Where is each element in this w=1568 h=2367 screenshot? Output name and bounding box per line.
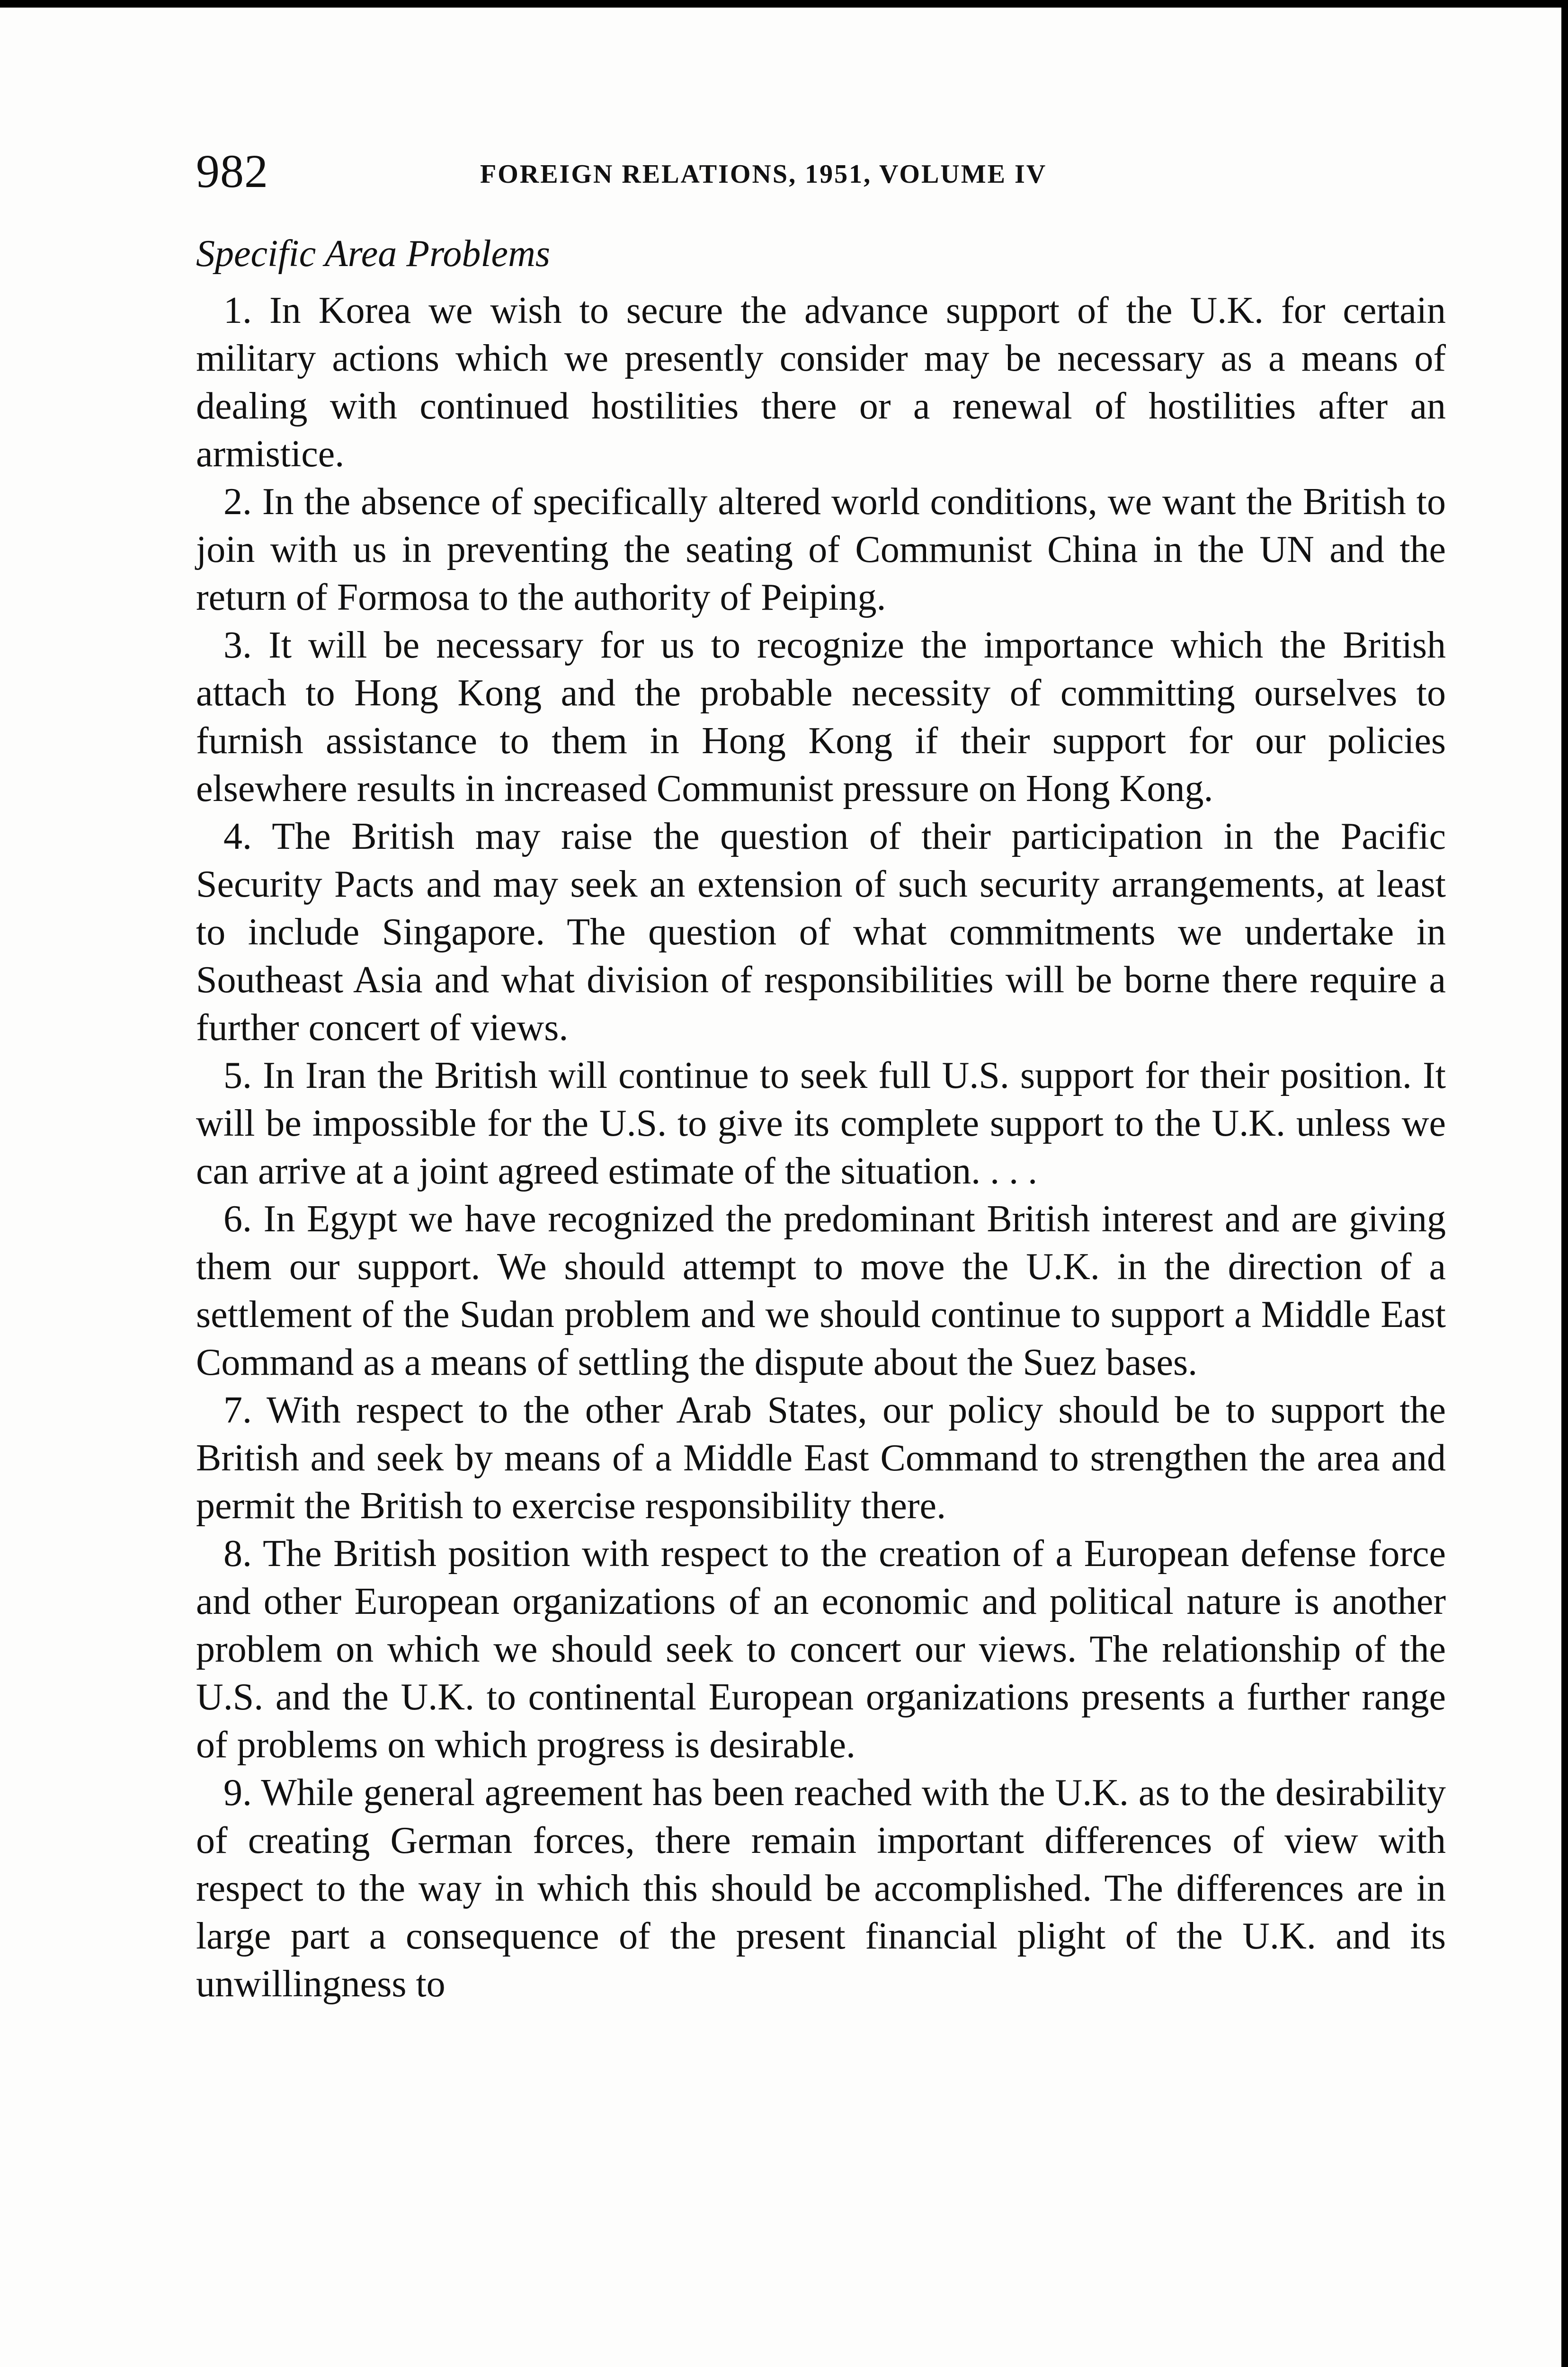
section-heading: Specific Area Problems <box>196 233 550 275</box>
paragraph-pacific-security: 4. The British may raise the question of their participation in the Pacific Security Pacts and may seek an extension of such security arrangements, at least to include Singapore. The question of what commitments we undertake in Southeast Asia and what division of responsibilities will be borne there require a further concert of views. <box>196 816 1446 1049</box>
page-number: 982 <box>196 145 268 197</box>
document-body <box>196 221 1446 2008</box>
page-header <box>196 138 1446 205</box>
paragraph-arab-states: 7. With respect to the other Arab States, our policy should be to support the British and seek by means of a Middle East Command to strengthen the area and permit the British to exercise responsibility there. <box>196 1389 1446 1527</box>
paragraph-china-un: 2. In the absence of specifically altered world conditions, we want the British to join with us in preventing the seating of Communist China in the UN and the return of Formosa to the authority of Peiping. <box>196 481 1446 618</box>
running-head-title: FOREIGN RELATIONS, 1951, VOLUME IV <box>480 160 1047 189</box>
paragraph-hong-kong: 3. It will be necessary for us to recognize the importance which the British attach to Hong Kong and the probable necessity of committing ourselves to furnish assistance to them in Hong Kong if their support for our policies elsewhere results in increased Communist pressure on Hong Kong. <box>196 624 1446 810</box>
paragraph-iran: 5. In Iran the British will continue to seek full U.S. support for their position. It will be impossible for the U.S. to give its complete support to the U.K. unless we can arrive at a joint agreed estimate of the situation. . . . <box>196 1055 1446 1192</box>
paragraph-german-forces: 9. While general agreement has been reached with the U.K. as to the desirability of creating German forces, there remain important differences of view with respect to the way in which this should be accomplished. The differences are in large part a consequence of the present financial plight of the U.K. and its unwillingness to <box>196 1772 1446 2005</box>
paragraph-korea: 1. In Korea we wish to secure the advance support of the U.K. for certain military actions which we presently consider may be necessary as a means of dealing with continued hostilities there or a renewal of hostilities after an armistice. <box>196 290 1446 475</box>
paragraph-european-defense: 8. The British position with respect to the creation of a European defense force and other European organizations of an economic and political nature is another problem on which we should seek to concert our views. The relationship of the U.S. and the U.K. to continental European organizations presents a further range of problems on which progress is desirable. <box>196 1533 1446 1766</box>
paragraph-egypt: 6. In Egypt we have recognized the predominant British interest and are giving them our support. We should attempt to move the U.K. in the direction of a settlement of the Sudan problem and we should continue to support a Middle East Command as a means of settling the dispute about the Suez bases. <box>196 1198 1446 1383</box>
